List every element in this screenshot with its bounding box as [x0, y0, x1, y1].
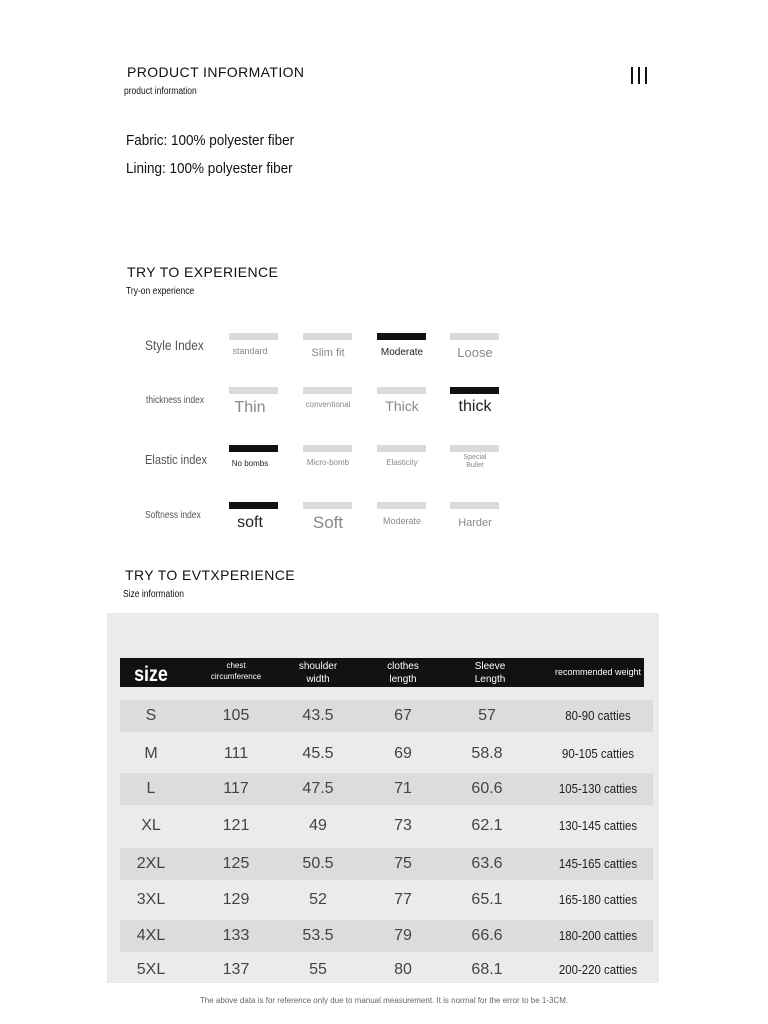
elastic-index-option: Micro-bomb [306, 458, 350, 467]
style-index-label: Style Index [145, 337, 204, 353]
cell-chest: 111 [223, 745, 249, 762]
elastic-index-label: Elastic index [145, 452, 208, 467]
cell-chest: 125 [222, 855, 250, 872]
header-clothes-length [370, 660, 436, 686]
header-shoulder [285, 660, 351, 686]
elastic-index-option: Elasticity [386, 458, 418, 467]
elastic-index-bar-2 [303, 445, 352, 452]
header-chest [200, 660, 272, 682]
softness-index-bar-1 [229, 502, 278, 509]
header-clothes-line1: clothes [387, 661, 419, 672]
product-info-title: PRODUCT INFORMATION [127, 64, 305, 80]
cell-chest: 105 [222, 707, 250, 724]
cell-shoulder: 49 [309, 817, 327, 834]
cell-weight: 80-90 catties [565, 708, 631, 723]
elastic-index-option: No bombs [231, 459, 269, 468]
style-index-option: standard [232, 346, 268, 356]
cell-length: 80 [394, 961, 412, 978]
softness-index-bar-3 [377, 502, 426, 509]
cell-sleeve: 63.6 [471, 855, 503, 872]
cell-weight: 165-180 catties [558, 892, 638, 907]
cell-length: 77 [394, 891, 412, 908]
header-shoulder-line1: shoulder [298, 661, 338, 672]
cell-sleeve: 57 [478, 707, 496, 724]
thickness-index-bar-3 [377, 387, 426, 394]
experience-title: TRY TO EXPERIENCE [127, 264, 279, 280]
softness-index-label: Softness index [145, 510, 201, 521]
cell-shoulder: 52 [309, 891, 327, 908]
cell-shoulder: 43.5 [302, 707, 334, 724]
table-row [120, 700, 653, 732]
thickness-index-option: thick [458, 398, 492, 415]
cell-length: 75 [394, 855, 412, 872]
cell-sleeve: 62.1 [471, 817, 503, 834]
menu-lines-icon [631, 67, 647, 84]
cell-weight: 145-165 catties [558, 856, 638, 871]
elastic-index-bar-3 [377, 445, 426, 452]
size-info-title: TRY TO EVTXPERIENCE [125, 567, 295, 583]
fabric-text: Fabric: 100% polyester fiber [126, 132, 295, 149]
thickness-index-option: Thick [385, 398, 419, 414]
cell-shoulder: 55 [309, 961, 327, 978]
thickness-index-bar-2 [303, 387, 352, 394]
cell-length: 69 [394, 745, 412, 762]
softness-index-option: soft [237, 514, 263, 531]
cell-size: 2XL [136, 855, 166, 872]
table-row [120, 884, 653, 916]
lining-text: Lining: 100% polyester fiber [126, 160, 293, 177]
cell-shoulder: 45.5 [302, 745, 334, 762]
thickness-index-bar-1 [229, 387, 278, 394]
size-table-header [120, 658, 644, 687]
cell-weight: 180-200 catties [558, 928, 638, 943]
cell-sleeve: 60.6 [471, 780, 503, 797]
table-row [120, 920, 653, 952]
cell-chest: 117 [223, 780, 249, 797]
cell-length: 67 [394, 707, 412, 724]
style-index-option: Slim fit [311, 347, 345, 359]
table-row [120, 773, 653, 805]
table-row [120, 738, 653, 770]
elastic-index-bar-4 [450, 445, 499, 452]
cell-sleeve: 58.8 [471, 745, 503, 762]
style-index-bar-1 [229, 333, 278, 340]
softness-index-option: Moderate [382, 516, 422, 526]
thickness-index-bar-4 [450, 387, 499, 394]
style-index-bar-4 [450, 333, 499, 340]
header-chest-line1: chest [226, 661, 246, 670]
cell-sleeve: 65.1 [471, 891, 503, 908]
cell-weight: 200-220 catties [558, 962, 638, 977]
cell-size: M [144, 745, 158, 762]
header-clothes-line2: length [389, 674, 417, 685]
header-weight: recommended weight [554, 667, 642, 677]
cell-shoulder: 50.5 [302, 855, 334, 872]
experience-subtitle: Try-on experience [126, 286, 195, 297]
elastic-index-option: Special Bullet [463, 454, 487, 469]
softness-index-option: Soft [312, 513, 344, 532]
style-index-bar-3 [377, 333, 426, 340]
header-size: size [134, 663, 168, 686]
cell-chest: 133 [222, 927, 250, 944]
softness-index-option: Harder [458, 517, 492, 529]
cell-chest: 121 [222, 817, 250, 834]
cell-size: L [146, 780, 156, 797]
style-index-option: Moderate [380, 347, 424, 358]
header-sleeve-length [457, 660, 523, 686]
cell-weight: 90-105 catties [562, 746, 634, 761]
style-index-bar-2 [303, 333, 352, 340]
elastic-index-bar-1 [229, 445, 278, 452]
cell-weight: 130-145 catties [558, 818, 638, 833]
cell-shoulder: 53.5 [302, 927, 334, 944]
product-info-subtitle: product information [124, 86, 197, 97]
thickness-index-label: thickness index [146, 395, 205, 406]
cell-sleeve: 68.1 [471, 961, 503, 978]
cell-length: 73 [394, 817, 412, 834]
cell-shoulder: 47.5 [302, 780, 334, 797]
size-info-subtitle: Size information [123, 589, 184, 600]
header-shoulder-line2: width [306, 674, 330, 685]
cell-length: 71 [394, 780, 412, 797]
header-sleeve-line1: Sleeve [474, 661, 506, 672]
style-index-option: Loose [457, 345, 493, 360]
table-row [120, 848, 653, 880]
softness-index-bar-4 [450, 502, 499, 509]
softness-index-bar-2 [303, 502, 352, 509]
cell-chest: 129 [222, 891, 250, 908]
table-row [120, 954, 653, 986]
cell-size: 3XL [136, 891, 166, 908]
thickness-index-option: conventional [305, 400, 351, 409]
cell-size: XL [141, 817, 161, 834]
cell-sleeve: 66.6 [471, 927, 503, 944]
thickness-index-option: Thin [234, 399, 266, 416]
cell-size: 5XL [136, 961, 166, 978]
cell-size: 4XL [136, 927, 166, 944]
cell-chest: 137 [222, 961, 250, 978]
footnote: The above data is for reference only due to manual measurement. It is normal for the error to be 1-3CM. [199, 996, 569, 1005]
header-sleeve-line2: Length [474, 674, 506, 685]
header-chest-line2: circumference [210, 672, 262, 681]
cell-size: S [145, 707, 157, 724]
cell-length: 79 [394, 927, 412, 944]
table-row [120, 810, 653, 842]
cell-weight: 105-130 catties [558, 781, 638, 796]
